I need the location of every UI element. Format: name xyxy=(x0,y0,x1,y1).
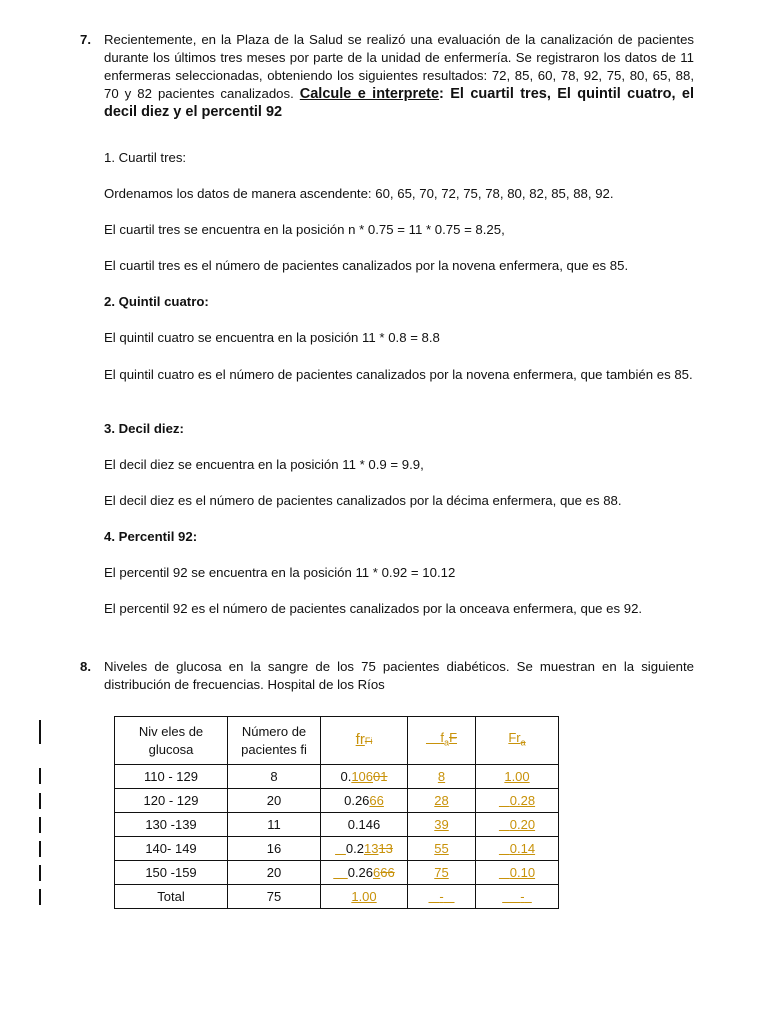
table-row xyxy=(115,861,559,885)
change-bar xyxy=(39,889,41,905)
s4-title: 4. Percentil 92: xyxy=(104,529,198,544)
table-row xyxy=(115,765,559,789)
cell-fi: 11 xyxy=(228,813,321,837)
fr-deleted: 66 xyxy=(380,865,395,880)
task-label: Calcule e interprete xyxy=(299,86,440,102)
cell-fa: 8 xyxy=(408,765,476,789)
s3-position: El decil diez se encuentra en la posición 11 * 0.9 = 9.9, xyxy=(104,457,424,472)
cell-total-fi: 75 xyxy=(228,885,321,909)
fr-base: 0.146 xyxy=(347,817,381,832)
cell-fa: 28 xyxy=(408,789,476,813)
change-bar xyxy=(39,720,41,744)
fr-base: 0. xyxy=(340,769,352,784)
total-Fra-value: - xyxy=(520,889,525,904)
cell-total-fa xyxy=(408,885,476,909)
fr-inserted: 66 xyxy=(369,793,384,808)
cell-interval: 150 -159 xyxy=(115,861,228,885)
fr-inserted: 6 xyxy=(373,865,381,880)
fr-base: 0.26 xyxy=(347,865,374,880)
cell-fa: 75 xyxy=(408,861,476,885)
cell-fr xyxy=(321,861,408,885)
cell-Fra xyxy=(476,789,559,813)
Fra-value: 0.28 xyxy=(509,793,536,808)
total-fa-value: - xyxy=(439,889,444,904)
cell-interval: 120 - 129 xyxy=(115,789,228,813)
header-fa xyxy=(408,717,476,765)
cell-fa: 39 xyxy=(408,813,476,837)
s3-title: 3. Decil diez: xyxy=(104,421,184,436)
cell-fr xyxy=(321,789,408,813)
cell-fi: 20 xyxy=(228,789,321,813)
cell-interval: 130 -139 xyxy=(115,813,228,837)
s1-sorted: Ordenamos los datos de manera ascendente: 60, 65, 70, 72, 75, 78, 80, 82, 85, 88, 92. xyxy=(104,186,614,201)
table-total-row xyxy=(115,885,559,909)
cell-Fra xyxy=(476,837,559,861)
frequency-table xyxy=(114,716,559,909)
header-Fra-main: Fr xyxy=(508,730,521,746)
question-7-statement xyxy=(104,31,694,121)
question-7-text: Recientemente, en la Plaza de la Salud se realizó una evaluación de la canalización de pacientes durante los últimos tres meses por parte de la unidad de enfermería. Se registraron los datos de 11 enfermeras seleccionadas, obteniendo los siguientes resultados: 72, 85, 60, 78, 92, 75, 80, 65, 88, 70 y 82 pacientes canalizados. xyxy=(104,32,694,101)
header-fr-small: Fi xyxy=(364,736,373,746)
header-fa-sub: a xyxy=(444,737,450,748)
fr-base: 0.26 xyxy=(344,793,370,808)
cell-fi: 8 xyxy=(228,765,321,789)
cell-fi: 16 xyxy=(228,837,321,861)
cell-fa: 55 xyxy=(408,837,476,861)
question-8-number: 8. xyxy=(80,659,91,674)
header-Fra xyxy=(476,717,559,765)
cell-interval: 140- 149 xyxy=(115,837,228,861)
table-row xyxy=(115,837,559,861)
table-body xyxy=(115,765,559,909)
fr-inserted: 13 xyxy=(363,841,379,856)
cell-total-label: Total xyxy=(115,885,228,909)
table-row xyxy=(115,789,559,813)
table-header-row xyxy=(115,717,559,765)
fr-deleted: 01 xyxy=(373,769,388,784)
Fra-value: 0.10 xyxy=(509,865,536,880)
header-fr-main: fr xyxy=(355,731,365,748)
cell-total-Fra xyxy=(476,885,559,909)
header-fa-main: f xyxy=(440,730,445,746)
cell-fr xyxy=(321,765,408,789)
s1-title: 1. Cuartil tres: xyxy=(104,150,187,165)
cell-Fra xyxy=(476,861,559,885)
s1-position: El cuartil tres se encuentra en la posición n * 0.75 = 11 * 0.75 = 8.25, xyxy=(104,222,505,237)
cell-fr xyxy=(321,813,408,837)
task-rest: : El cuartil tres, El quintil cuatro, el decil diez y el percentil 92 xyxy=(104,86,694,120)
header-fa-strike: F xyxy=(449,730,458,746)
cell-interval: 110 - 129 xyxy=(115,765,228,789)
header-glucose-levels: Niv eles de glucosa xyxy=(115,717,228,765)
change-bar xyxy=(39,768,41,784)
cell-fi: 20 xyxy=(228,861,321,885)
change-bar xyxy=(39,865,41,881)
cell-Fra xyxy=(476,813,559,837)
header-patient-count: Número de pacientes fi xyxy=(228,717,321,765)
Fra-value: 0.14 xyxy=(509,841,536,856)
table-row xyxy=(115,813,559,837)
header-Fra-sub: a xyxy=(520,737,526,748)
s2-title: 2. Quintil cuatro: xyxy=(104,294,209,309)
cell-total-fr: 1.00 xyxy=(321,885,408,909)
s4-position: El percentil 92 se encuentra en la posición 11 * 0.92 = 10.12 xyxy=(104,565,456,580)
header-fr xyxy=(321,717,408,765)
cell-fr xyxy=(321,837,408,861)
s3-result: El decil diez es el número de pacientes canalizados por la décima enfermera, que es 88. xyxy=(104,493,622,508)
change-bar xyxy=(39,793,41,809)
change-bar xyxy=(39,817,41,833)
s2-position: El quintil cuatro se encuentra en la posición 11 * 0.8 = 8.8 xyxy=(104,330,440,345)
Fra-value: 0.20 xyxy=(509,817,536,832)
change-bar xyxy=(39,841,41,857)
s2-result: El quintil cuatro es el número de pacientes canalizados por la novena enfermera, que también es 85. xyxy=(104,367,693,382)
fr-deleted: 13 xyxy=(378,841,393,856)
fr-base: 0.2 xyxy=(345,841,364,856)
cell-Fra: 1.00 xyxy=(476,765,559,789)
question-8-statement: Niveles de glucosa en la sangre de los 75 pacientes diabéticos. Se muestran en la siguiente distribución de frecuencias. Hospital de los Ríos xyxy=(104,659,694,692)
fr-inserted: 106 xyxy=(351,769,374,784)
question-7-number: 7. xyxy=(80,32,91,47)
s1-result: El cuartil tres es el número de pacientes canalizados por la novena enfermera, que es 85. xyxy=(104,258,629,273)
s4-result: El percentil 92 es el número de pacientes canalizados por la onceava enfermera, que es 92. xyxy=(104,601,643,616)
